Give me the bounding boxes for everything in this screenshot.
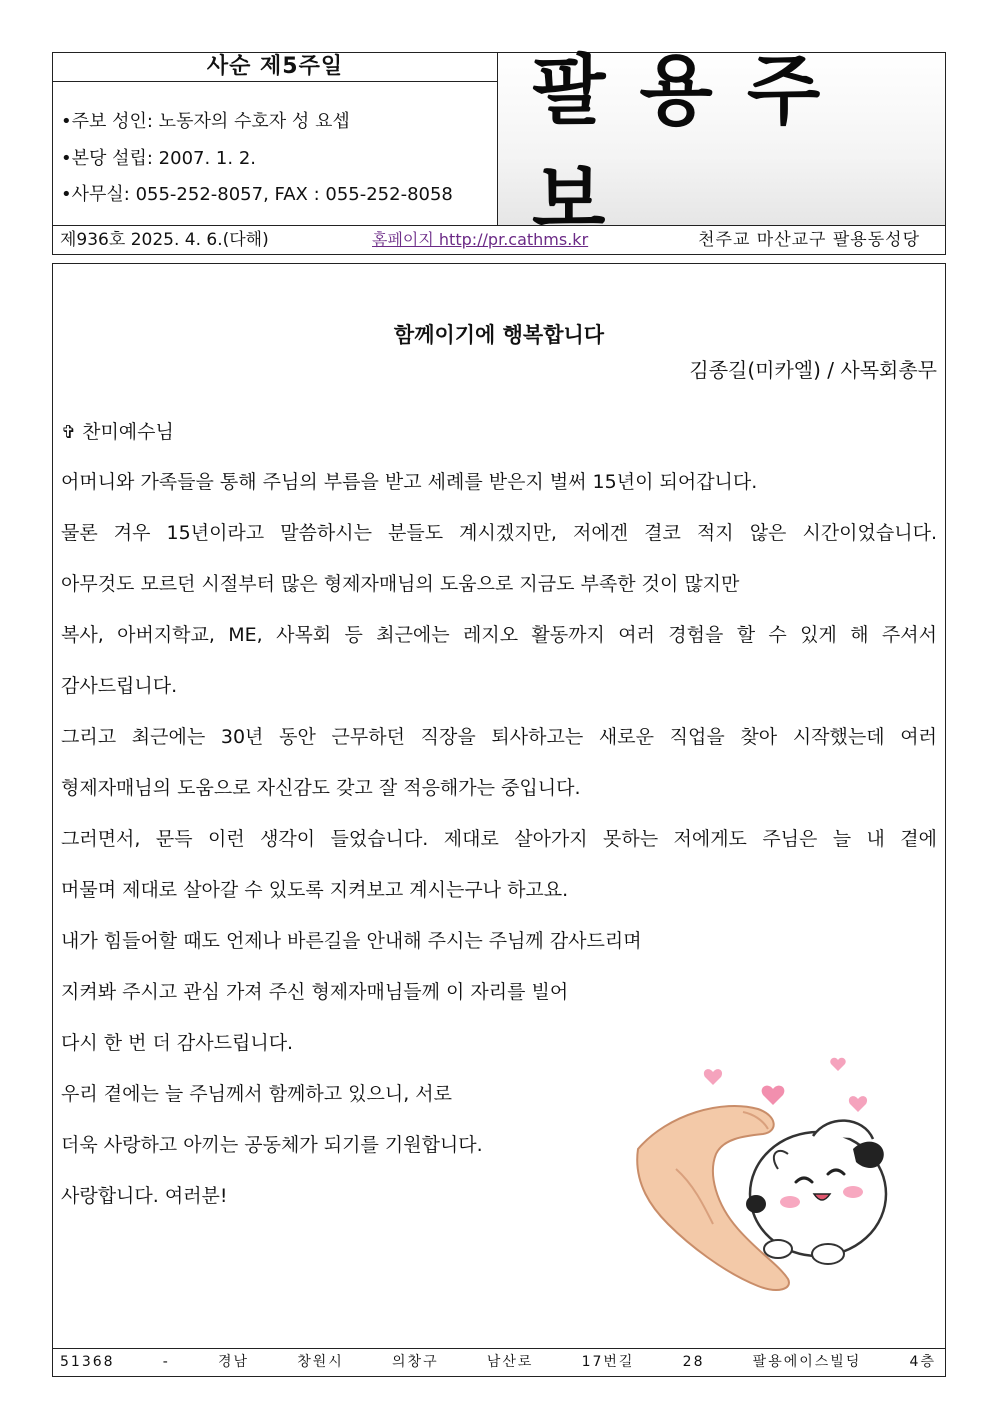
body-line: 내가 힘들어할 때도 언제나 바른길을 안내해 주시는 주님께 감사드리며 [61, 930, 642, 952]
body-line: 감사드립니다. [61, 675, 178, 697]
article-author: 김종길(미카엘) / 사목회총무 [689, 358, 937, 382]
body-line: 복사, 아버지학교, ME, 사목회 등 최근에는 레지오 활동까지 여러 경험을 할 수 있게 해 주셔서 [61, 624, 937, 646]
greeting [61, 419, 174, 446]
body-line: 사랑합니다. 여러분! [61, 1185, 228, 1207]
homepage-link[interactable]: 홈페이지 http://pr.cathms.kr [372, 230, 589, 249]
greeting-text: 찬미예수님 [82, 421, 174, 443]
patron-saint: •주보 성인: 노동자의 수호자 성 요셉 [61, 111, 350, 132]
body-line: 지켜봐 주시고 관심 가져 주신 형제자매님들께 이 자리를 빌어 [61, 981, 569, 1003]
address-footer [53, 1348, 945, 1376]
issue-number-date: 제936호 2025. 4. 6.(다해) [60, 230, 269, 250]
body-line: 물론 겨우 15년이라고 말씀하시는 분들도 계시겠지만, 저에겐 결코 적지 않은 시간이었습니다. [61, 522, 937, 544]
body-line: 형제자매님의 도움으로 자신감도 갖고 잘 적응해가는 중입니다. [61, 777, 581, 799]
body-line: 그리고 최근에는 30년 동안 근무하던 직장을 퇴사하고는 새로운 직업을 찾아 시작했는데 여러 [61, 726, 937, 748]
body-line: 머물며 제대로 살아갈 수 있도록 지켜보고 계시는구나 하고요. [61, 879, 569, 901]
body-line: 더욱 사랑하고 아끼는 공동체가 되기를 기원합니다. [61, 1134, 483, 1156]
heart-hand-illustration [628, 1054, 928, 1294]
founding-date: •본당 설립: 2007. 1. 2. [61, 148, 256, 169]
body-line: 그러면서, 문득 이런 생각이 들었습니다. 제대로 살아가지 못하는 저에게도 주님은 늘 내 곁에 [61, 828, 937, 850]
header-info-panel [53, 53, 498, 225]
body-line: 다시 한 번 더 감사드립니다. [61, 1032, 294, 1054]
cross-icon: ✞ [61, 422, 77, 443]
body-line: 아무것도 모르던 시절부터 많은 형제자매님의 도움으로 지금도 부족한 것이 많지만 [61, 573, 740, 595]
body-line: 우리 곁에는 늘 주님께서 함께하고 있으니, 서로 [61, 1083, 453, 1105]
issue-bar [53, 225, 945, 254]
liturgical-season: 사순 제5주일 [53, 53, 497, 82]
parish-name: 천주교 마산교구 팔용동성당 [698, 230, 920, 250]
office-contact: •사무실: 055-252-8057, FAX : 055-252-8058 [61, 184, 453, 205]
body-line: 어머니와 가족들을 통해 주님의 부름을 받고 세례를 받은지 벌써 15년이 되어갑니다. [61, 471, 758, 493]
masthead-title: 팔용주보 [532, 46, 855, 244]
article-title: 함께이기에 행복합니다 [393, 323, 605, 347]
parish-address: 51368 - 경남 창원시 의창구 남산로 17번길 28 팔용에이스빌딩 4층 [60, 1354, 936, 1370]
article-box [52, 263, 946, 1377]
bulletin-header [52, 46, 946, 255]
